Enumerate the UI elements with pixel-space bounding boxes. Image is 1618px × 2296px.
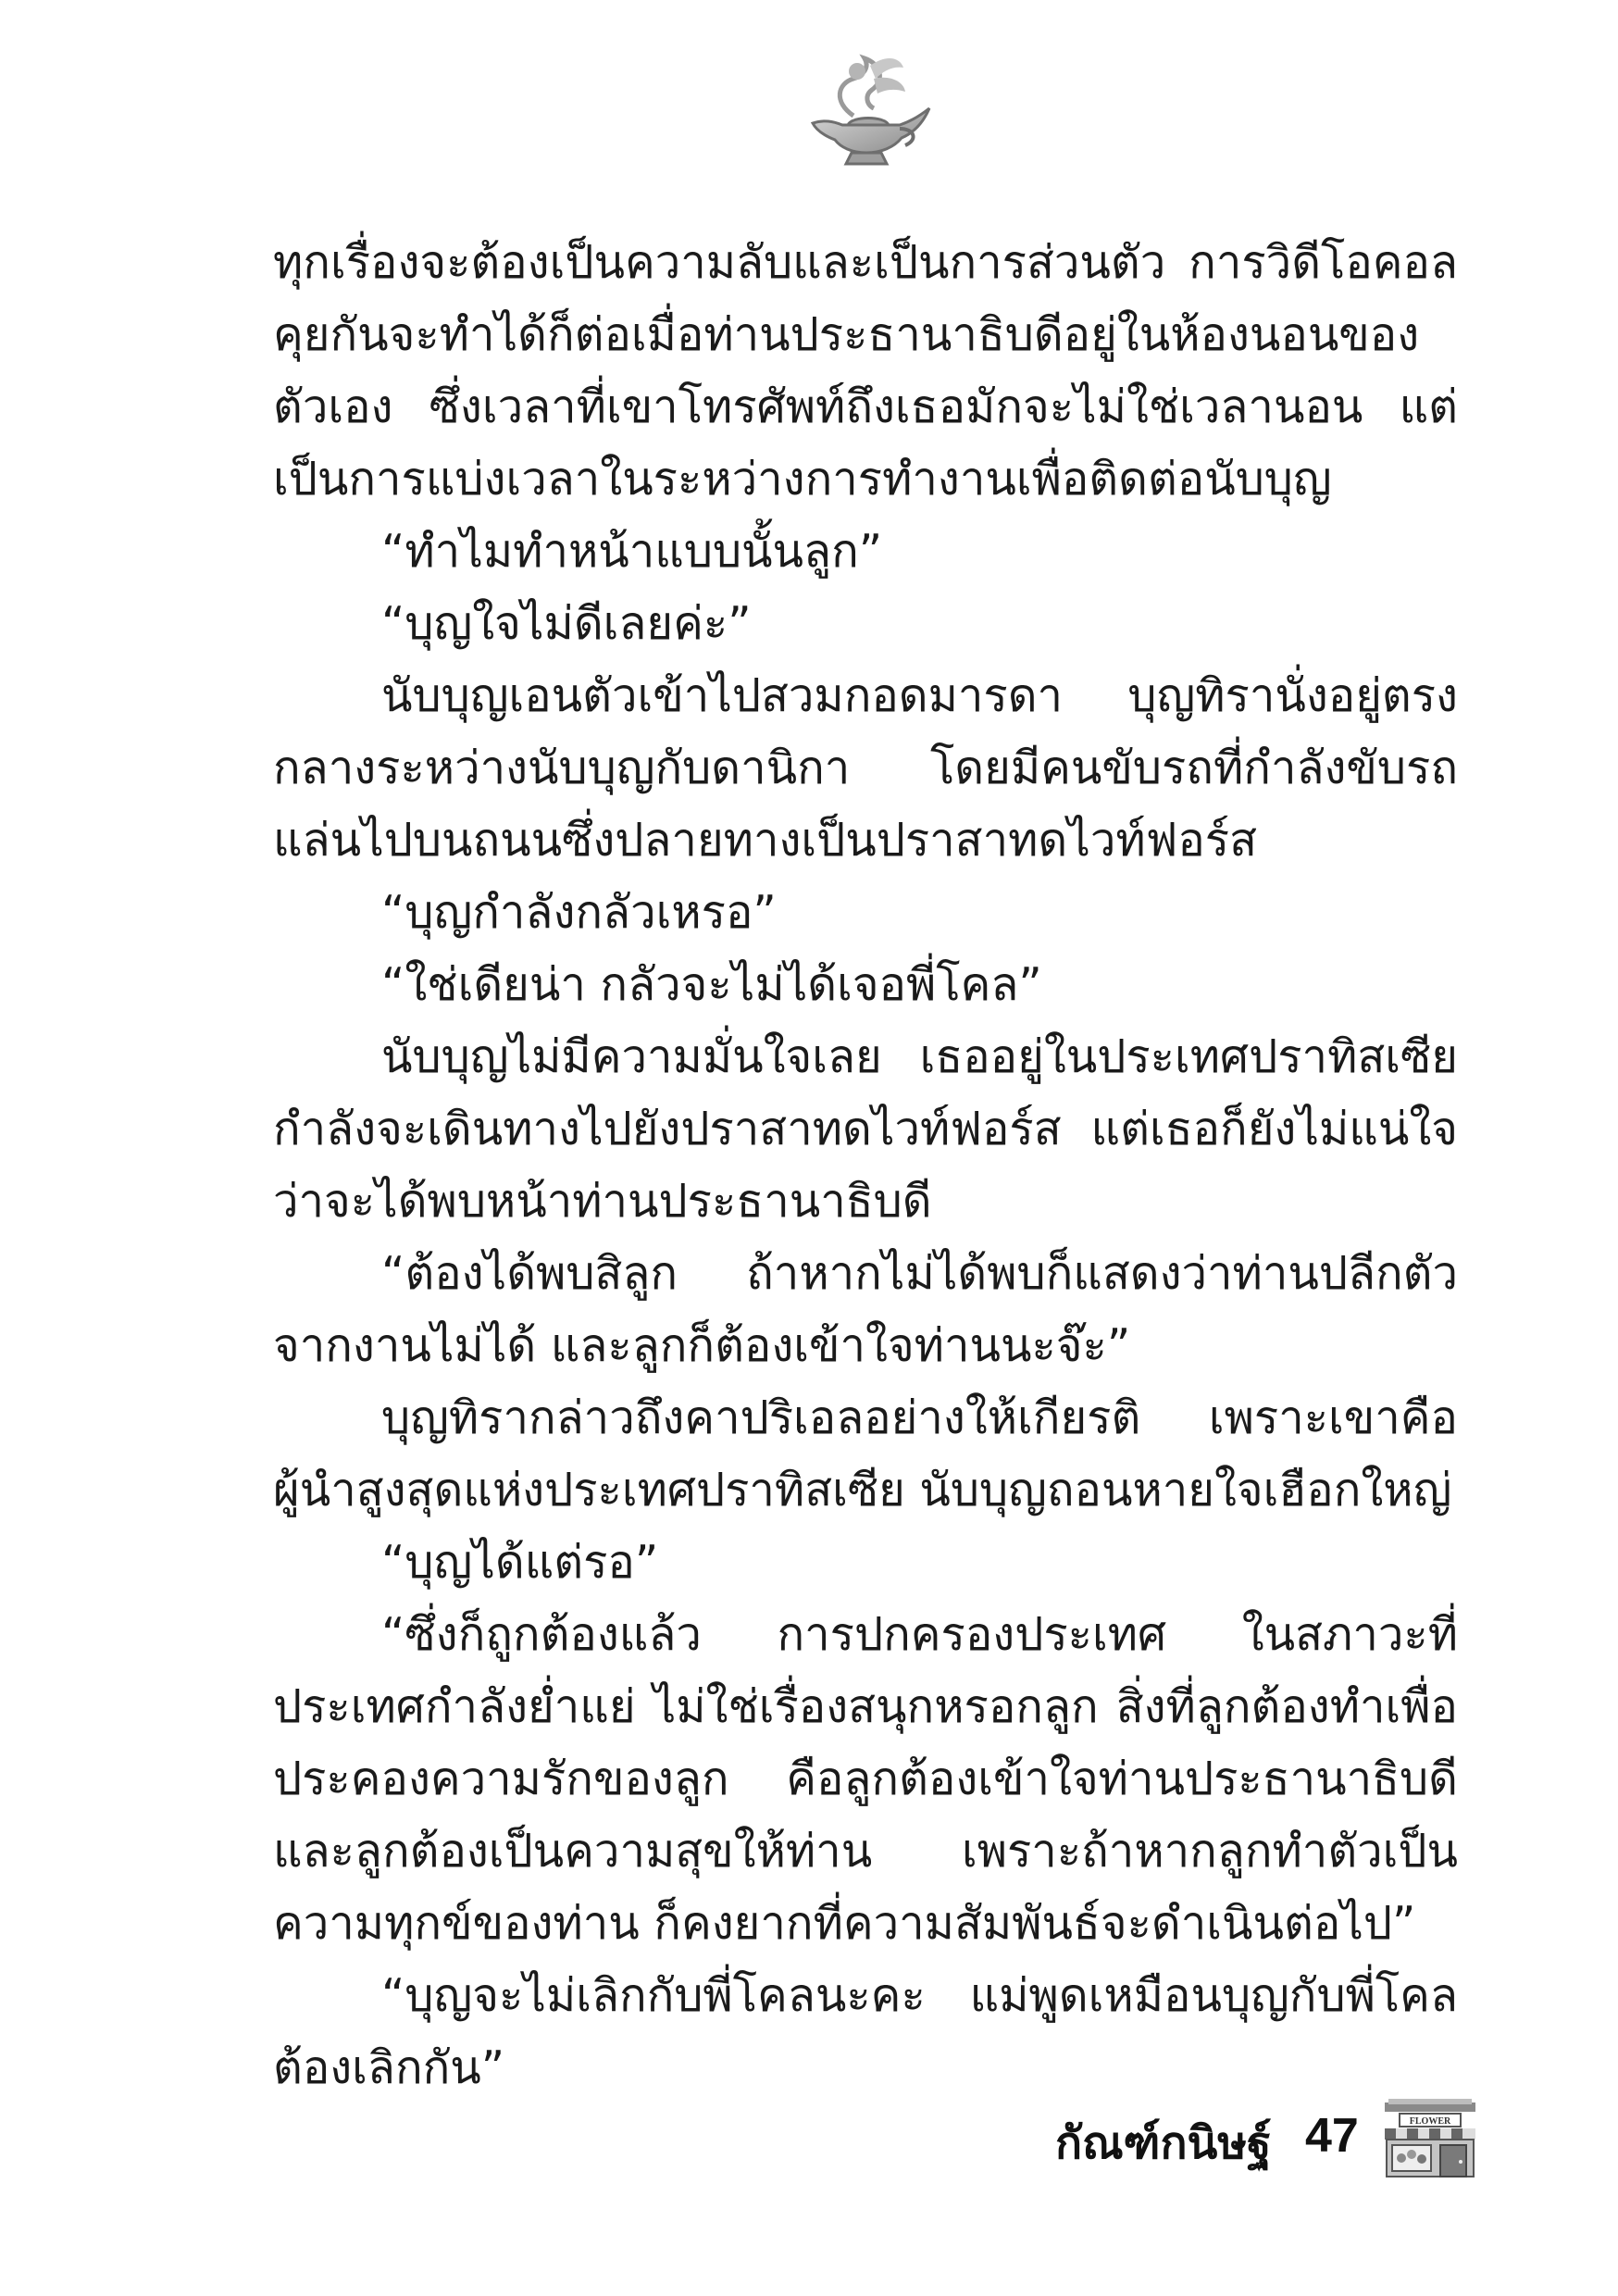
genie-lamp-icon [796,51,935,171]
paragraph: นับบุญไม่มีความมั่นใจเลย เธออยู่ในประเทศปราทิสเซีย กำลังจะเดินทางไปยังปราสาทดไวท์ฟอร์ส แต่เธอก็ยังไม่แน่ใจว่าจะได้พบหน้าท่านประธานาธิบดี [273,1030,1458,1228]
paragraph: “ทำไมทำหน้าแบบนั้นลูก” [381,525,883,578]
paragraph: “ซึ่งก็ถูกต้องแล้ว การปกครองประเทศ ในสภาวะที่ประเทศกำลังย่ำแย่ ไม่ใช่เรื่องสนุกหรอกลูก สิ่งที่ลูกต้องทำเพื่อประคองความรักของลูก คือลูกต้องเข้าใจท่านประธานาธิบดี และลูกต้องเป็นความสุขให้ท่าน เพราะถ้าหากลูกทำตัวเป็นความทุกข์ของท่าน ก็คงยากที่ความสัมพันธ์จะดำเนินต่อไป” [273,1608,1458,1950]
paragraph: “ต้องได้พบสิลูก ถ้าหากไม่ได้พบก็แสดงว่าท่านปลีกตัวจากงานไม่ได้ และลูกก็ต้องเข้าใจท่านนะจ๊ะ” [273,1247,1458,1372]
book-title: กัณฑ์กนิษฐ์ [1055,2117,1272,2169]
paragraph: “บุญกำลังกลัวเหรอ” [381,886,777,939]
flower-shop-icon [1379,2097,1481,2180]
page-footer [963,2088,1481,2190]
paragraph: “บุญจะไม่เลิกกับพี่โคลนะคะ แม่พูดเหมือนบุญกับพี่โคลต้องเลิกกัน” [273,1969,1458,2094]
paragraph: ทุกเรื่องจะต้องเป็นความลับและเป็นการส่วนตัว การวิดีโอคอลคุยกันจะทำได้ก็ต่อเมื่อท่านประธานาธิบดีอยู่ในห้องนอนของตัวเอง ซึ่งเวลาที่เขาโทรศัพท์ถึงเธอมักจะไม่ใช่เวลานอน แต่เป็นการแบ่งเวลาในระหว่างการทำงานเพื่อติดต่อนับบุญ [273,236,1458,505]
body-text [273,227,1458,2104]
paragraph: บุญทิรากล่าวถึงคาปริเอลอย่างให้เกียรติ เพราะเขาคือผู้นำสูงสุดแห่งประเทศปราทิสเซีย นับบุญถอนหายใจเฮือกใหญ่ [273,1391,1458,1516]
shop-sign-text: FLOWER [1409,2116,1451,2127]
paragraph: “บุญใจไม่ดีเลยค่ะ” [381,597,752,650]
paragraph: นับบุญเอนตัวเข้าไปสวมกอดมารดา บุญทิรานั่งอยู่ตรงกลางระหว่างนับบุญกับดานิกา โดยมีคนขับรถที่กำลังขับรถแล่นไปบนถนนซึ่งปลายทางเป็นปราสาทดไวท์ฟอร์ส [273,669,1458,867]
paragraph: “ใช่เดียน่า กลัวจะไม่ได้เจอพี่โคล” [381,958,1042,1011]
page-number: 47 [1305,2109,1359,2163]
paragraph: “บุญได้แต่รอ” [381,1536,659,1589]
